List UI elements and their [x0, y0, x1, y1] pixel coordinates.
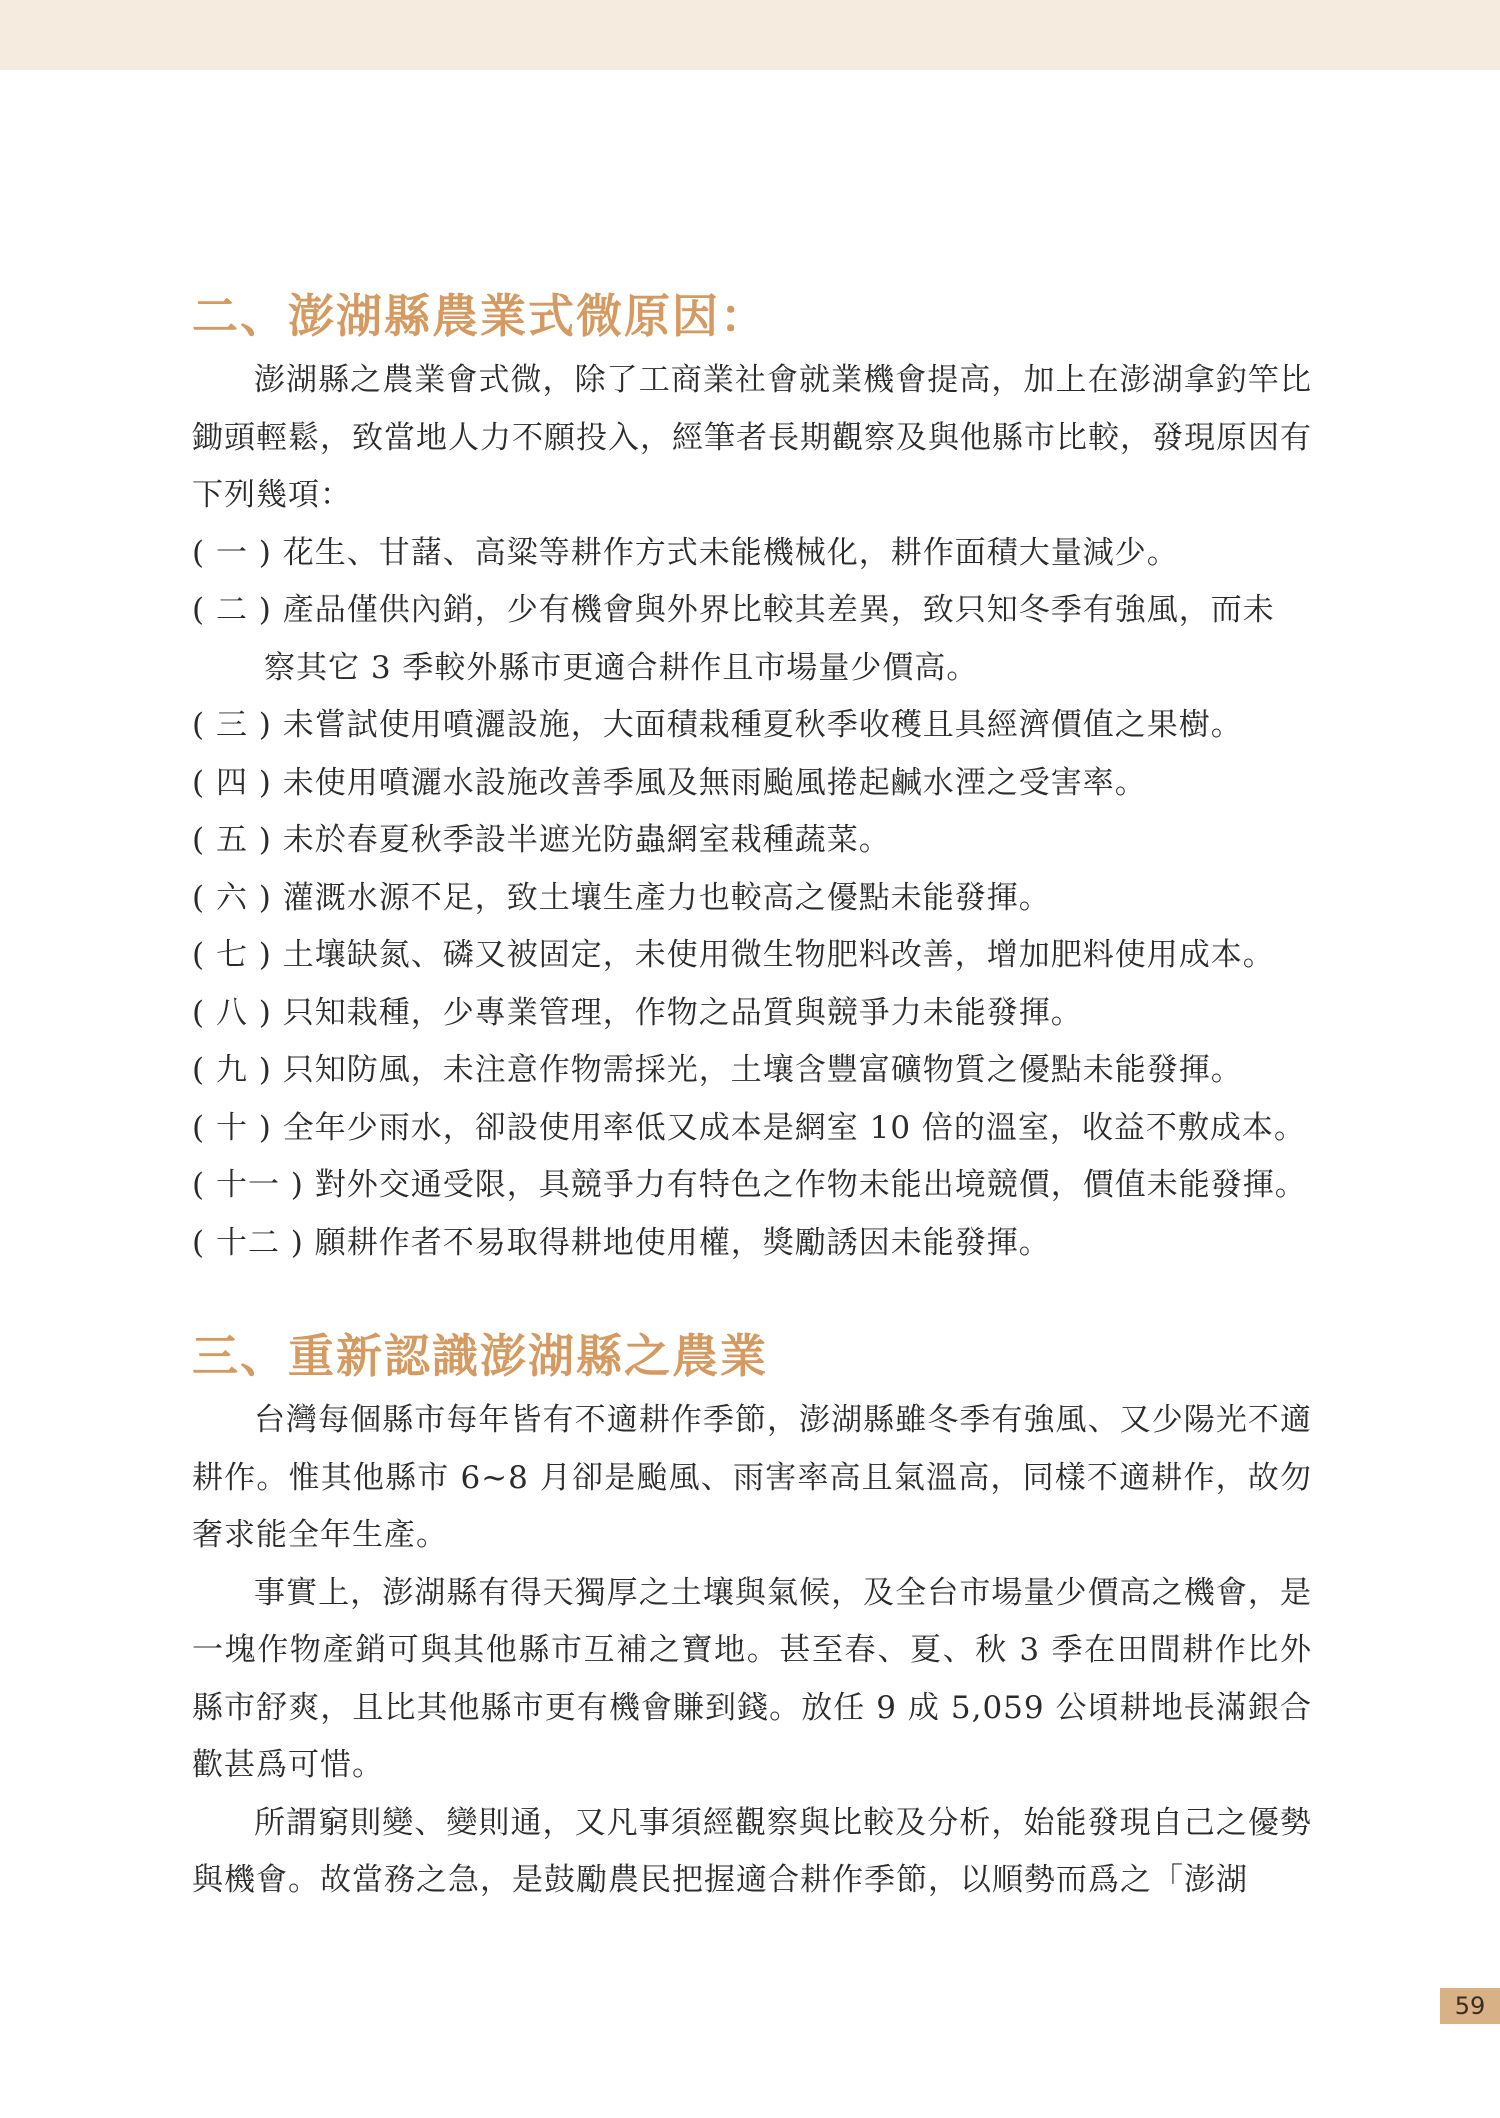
section-2-title: 二、澎湖縣農業式微原因： [192, 289, 768, 343]
list-item: ( 七 ) 土壤缺氮、磷又被固定，未使用微生物肥料改善，增加肥料使用成本。 [192, 937, 1275, 973]
header-band [0, 0, 1500, 70]
list-item-continuation: 察其它 3 季較外縣市更適合耕作且市場量少價高。 [264, 649, 979, 686]
list-item: ( 十二 ) 願耕作者不易取得耕地使用權，獎勵誘因未能發揮。 [192, 1224, 1051, 1261]
section-3-paragraph: 所謂窮則變、變則通，又凡事須經觀察與比較及分析，始能發現自己之優勢與機會。故當務之急，是鼓勵農民把握適合耕作季節，以順勢而爲之「澎湖 [192, 1804, 1312, 1898]
list-item: ( 十一 ) 對外交通受限，具競爭力有特色之作物未能出境競價，價值未能發揮。 [192, 1167, 1307, 1203]
page-number: 59 [1440, 1988, 1500, 2024]
list-item: ( 九 ) 只知防風，未注意作物需採光，土壤含豐富礦物質之優點未能發揮。 [192, 1052, 1243, 1088]
list-item: ( 二 ) 產品僅供內銷，少有機會與外界比較其差異，致只知冬季有強風，而未 [192, 592, 1275, 628]
list-item: ( 八 ) 只知栽種，少專業管理，作物之品質與競爭力未能發揮。 [192, 994, 1083, 1031]
section-3-paragraph: 台灣每個縣市每年皆有不適耕作季節，澎湖縣雖冬季有強風、又少陽光不適耕作。惟其他縣市 6~8 月卻是颱風、雨害率高且氣溫高，同樣不適耕作，故勿奢求能全年生產。 [192, 1402, 1312, 1553]
section-3-paragraph: 事實上，澎湖縣有得天獨厚之土壤與氣候，及全台市場量少價高之機會，是一塊作物產銷可與其他縣市互補之寶地。甚至春、夏、秋 3 季在田間耕作比外縣市舒爽，且比其他縣市更有機會賺到錢。放任 9 成 5,059 公頃耕地長滿銀合歡甚爲可惜。 [192, 1574, 1312, 1783]
section-3-title: 三、重新認識澎湖縣之農業 [192, 1329, 768, 1383]
list-item: ( 四 ) 未使用噴灑水設施改善季風及無雨颱風捲起鹹水湮之受害率。 [192, 764, 1147, 801]
section-spacer [192, 1272, 1312, 1320]
list-item: ( 一 ) 花生、甘藷、高粱等耕作方式未能機械化，耕作面積大量減少。 [192, 534, 1179, 571]
list-item: ( 十 ) 全年少雨水，卻設使用率低又成本是網室 10 倍的溫室，收益不敷成本。 [192, 1109, 1306, 1146]
section-2-intro: 澎湖縣之農業會式微，除了工商業社會就業機會提高，加上在澎湖拿釣竿比鋤頭輕鬆，致當地人力不願投入，經筆者長期觀察及與他縣市比較，發現原因有下列幾項： [192, 362, 1312, 513]
page-content [192, 280, 1312, 1910]
list-item: ( 五 ) 未於春夏秋季設半遮光防蟲網室栽種蔬菜。 [192, 822, 891, 858]
list-item: ( 六 ) 灌溉水源不足，致土壤生產力也較高之優點未能發揮。 [192, 879, 1051, 916]
list-item: ( 三 ) 未嘗試使用噴灑設施，大面積栽種夏秋季收穫且具經濟價值之果樹。 [192, 707, 1243, 743]
